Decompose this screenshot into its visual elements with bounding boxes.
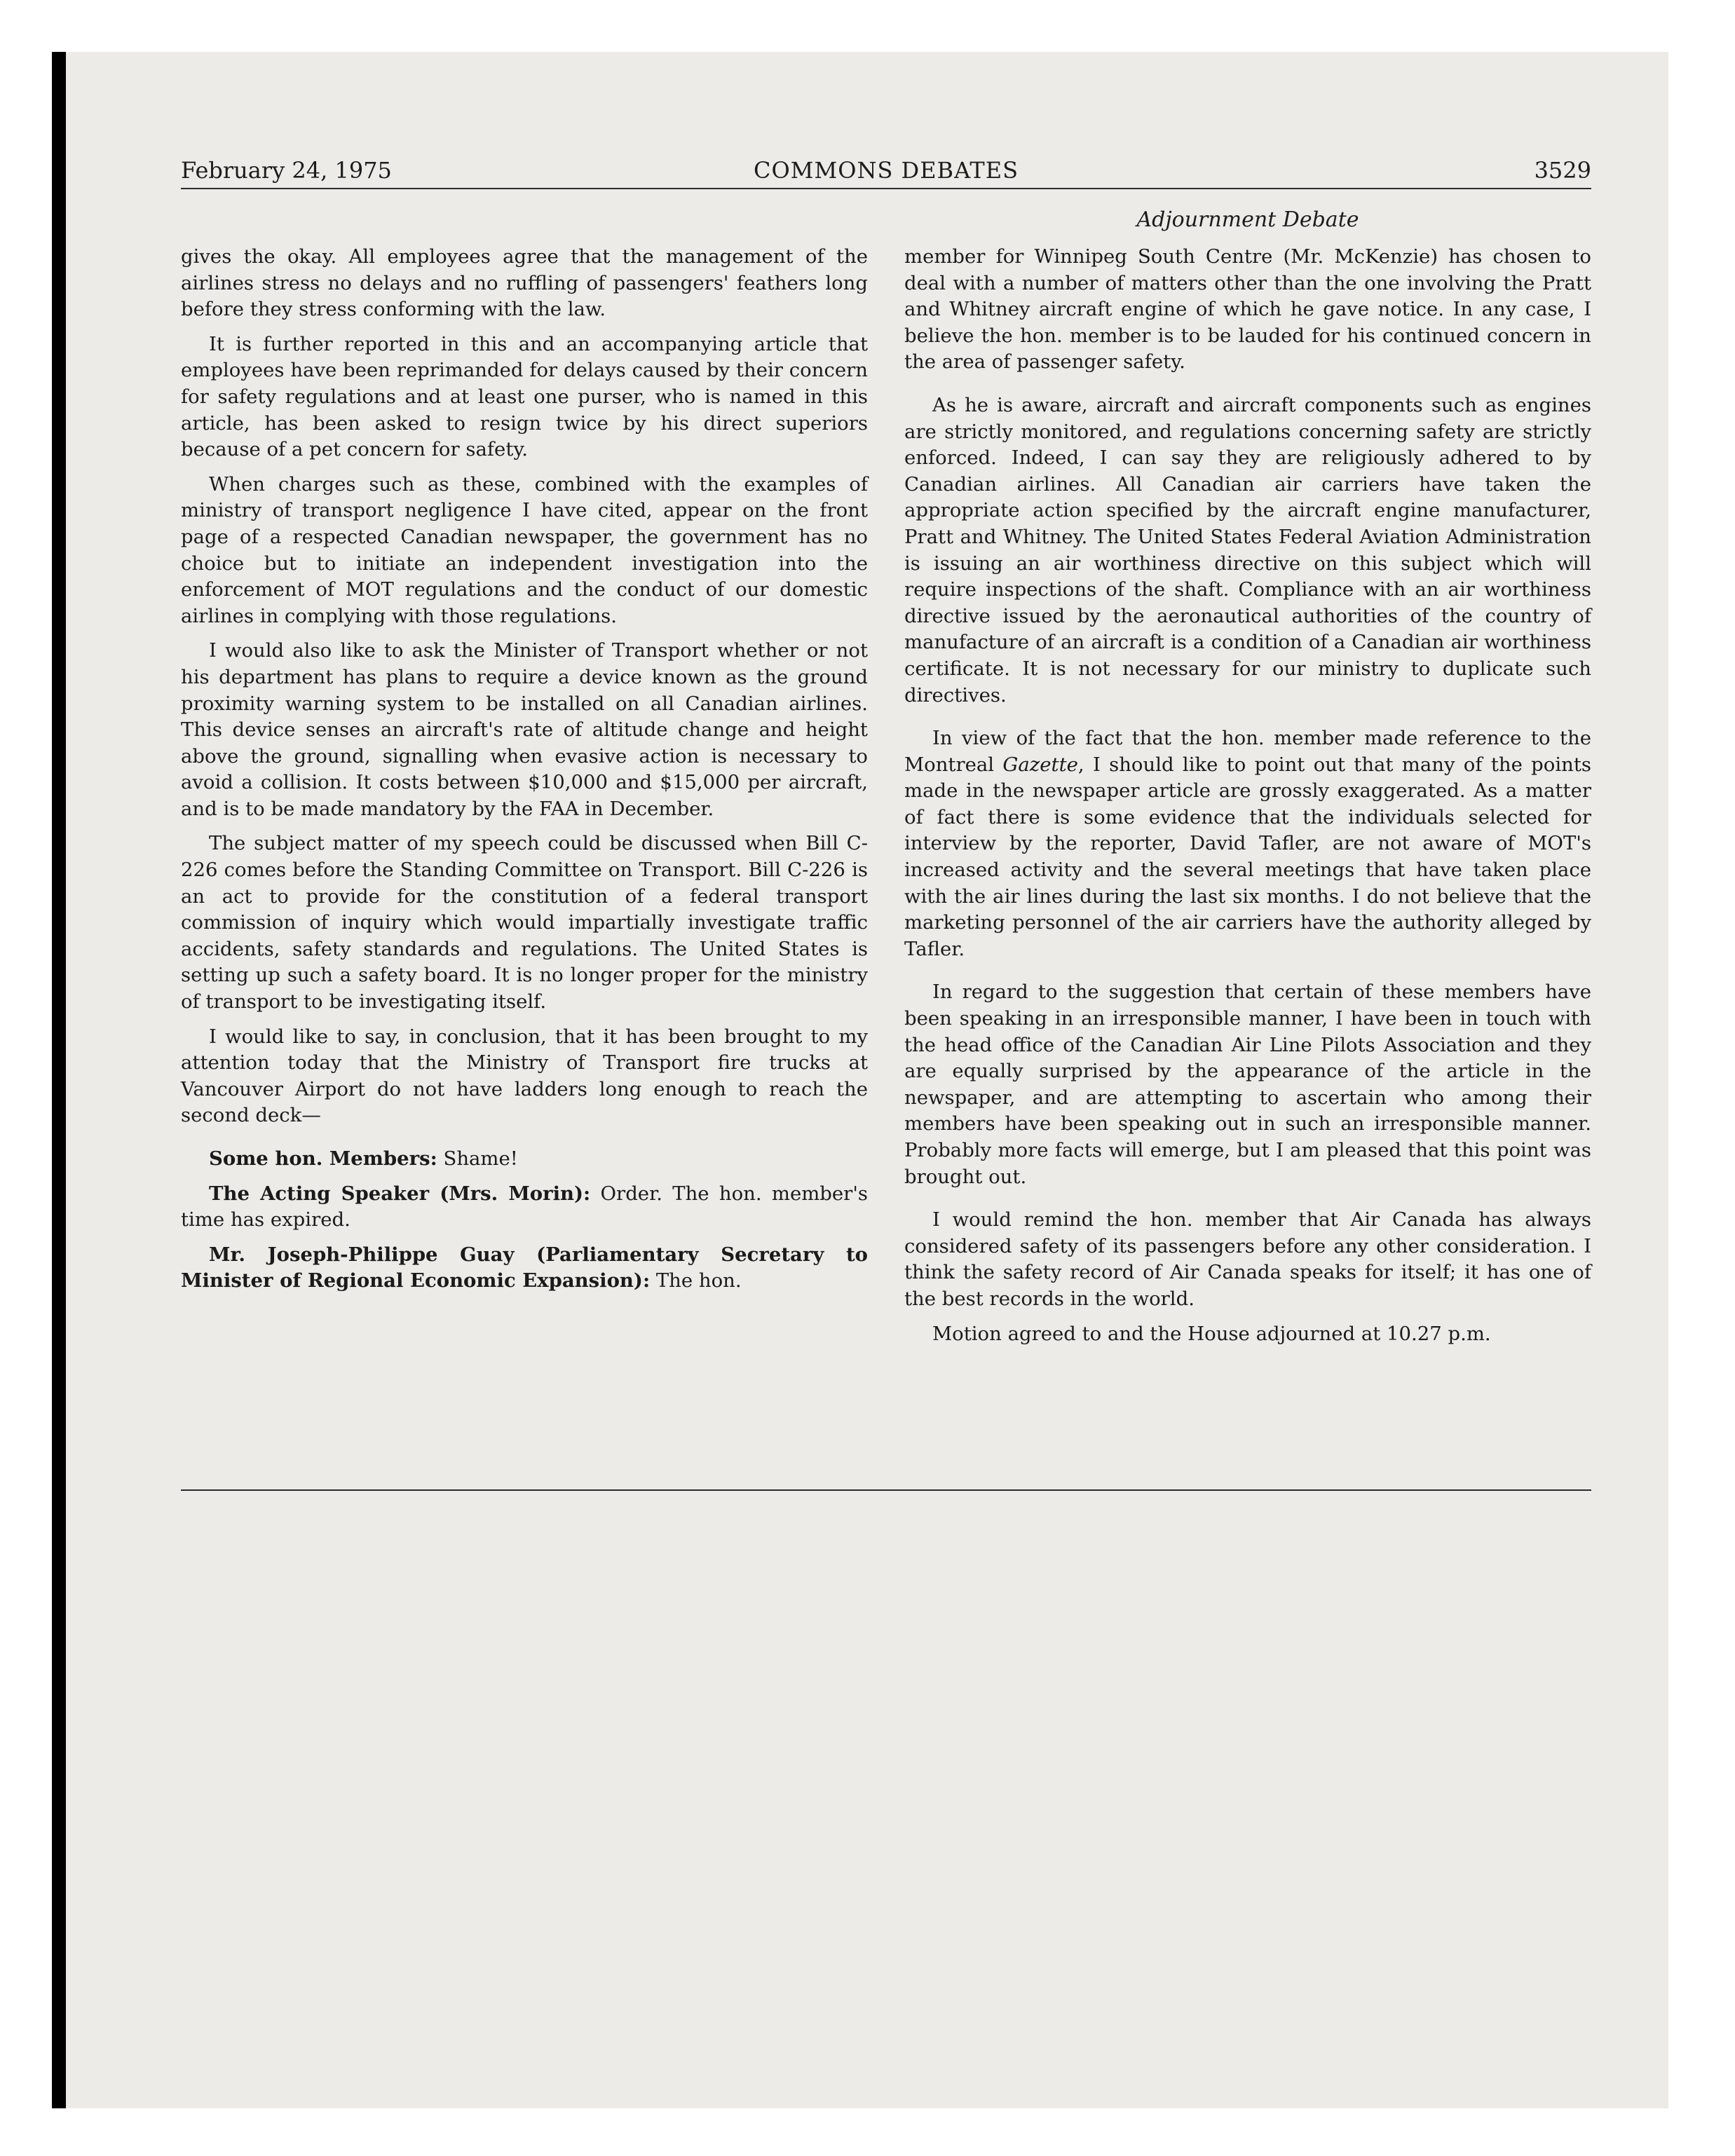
header-date: February 24, 1975 [181,157,392,184]
speech-text: Shame! [437,1147,518,1170]
running-head: Adjournment Debate [1136,207,1359,232]
paragraph: member for Winnipeg South Centre (Mr. McKenzie) has chosen to deal with a number of matters other than the one involving the Pratt and Whitney aircraft engine of which he gave notice. In any case, I believe the hon. member is to be lauded for his continued concern in the area of passenger safety. [904,245,1591,374]
speech-some-members [181,1146,868,1173]
paragraph: The subject matter of my speech could be discussed when Bill C-226 comes before the Standing Committee on Transport. Bill C-226 is an act to provide for the constitution of a federal transport commission of inquiry which would impartially investigate traffic accidents, safety standards and regulations. The United States is setting up such a safety board. It is no longer proper for the ministry of transport to be investigating itself. [181,832,868,1014]
header-page-number: 3529 [1534,157,1591,184]
speaker-name: The Acting Speaker (Mrs. Morin): [209,1182,591,1205]
paragraph: gives the okay. All employees agree that the management of the airlines stress no delays and no ruffling of passengers' feathers long before they stress conforming with the law. [181,245,868,321]
text-run: In view of the fact that the hon. member made reference to the Montreal [904,727,1591,776]
speech-text: Order. The hon. member's time has expired. [181,1182,868,1231]
paragraph: I would like to say, in conclusion, that it has been brought to my attention today that the Ministry of Transport fire trucks at Vancouver Airport do not have ladders long enough to reach the second deck— [181,1025,868,1127]
footer-rule [181,1489,1591,1491]
speech-acting-speaker [181,1181,868,1234]
paragraph: As he is aware, aircraft and aircraft components such as engines are strictly monitored, and regulations concerning safety are strictly enforced. Indeed, I can say they are religiously adhered to by Canadian airlines. All Canadian air carriers have taken the appropriate action specified by the aircraft engine manufacturer, Pratt and Whitney. The United States Federal Aviation Administration is issuing an air worthiness directive on this subject which will require inspections of the shaft. Compliance with an air worthiness directive issued by the aeronautical authorities of the country of manufacture of an aircraft is a condition of a Canadian air worthiness certificate. It is not necessary for our ministry to duplicate such directives. [904,393,1591,707]
paragraph: When charges such as these, combined with the examples of ministry of transport negligence I have cited, appear on the front page of a respected Canadian newspaper, the government has no choice but to initiate an independent investigation into the enforcement of MOT regulations and the conduct of our domestic airlines in complying with those regulations. [181,472,868,627]
header-title: COMMONS DEBATES [753,157,1019,184]
speech-guay [181,1242,868,1295]
page-header [181,157,1591,189]
left-column [181,244,868,1303]
paragraph: Motion agreed to and the House adjourned at 10.27 p.m. [932,1322,1491,1345]
paragraph: I would remind the hon. member that Air Canada has always considered safety of its passengers before any other consideration. I think the safety record of Air Canada speaks for itself; it has one of the best records in the world. [904,1208,1591,1310]
paragraph [904,725,1591,962]
speech-text: The hon. [650,1269,742,1292]
paragraph: It is further reported in this and an accompanying article that employees have been reprimanded for delays caused by their concern for safety regulations and at least one purser, who is named in this article, has been asked to resign twice by his direct superiors because of a pet concern for safety. [181,332,868,461]
paragraph: In regard to the suggestion that certain of these members have been speaking in an irresponsible manner, I have been in touch with the head office of the Canadian Air Line Pilots Association and they are equally surprised by the appearance of the article in the newspaper, and are attempting to ascertain who among their members have been speaking out in such an irresponsible manner. Probably more facts will emerge, but I am pleased that this point was brought out. [904,981,1591,1188]
text-run: , I should like to point out that many of the points made in the newspaper article are grossly exaggerated. As a matter of fact there is some evidence that the individuals selected for interview by the reporter, David Tafler, are not aware of MOT's increased activity and the several meetings that have taken place with the air lines during the last six months. I do not believe that the marketing personnel of the air carriers have the authority alleged by Tafler. [904,753,1591,960]
right-column [904,244,1591,1356]
speaker-name: Some hon. Members: [209,1147,437,1170]
paragraph: I would also like to ask the Minister of Transport whether or not his department has plans to require a device known as the ground proximity warning system to be installed on all Canadian airlines. This device senses an aircraft's rate of altitude change and height above the ground, signalling when evasive action is necessary to avoid a collision. It costs between $10,000 and $15,000 per aircraft, and is to be made mandatory by the FAA in December. [181,639,868,820]
binding-edge [52,52,66,2108]
newspaper-title: Gazette [1002,753,1078,776]
speaker-name: Mr. Joseph-Philippe Guay (Parliamentary Secretary to Minister of Regional Economic Expansion): [181,1243,868,1292]
